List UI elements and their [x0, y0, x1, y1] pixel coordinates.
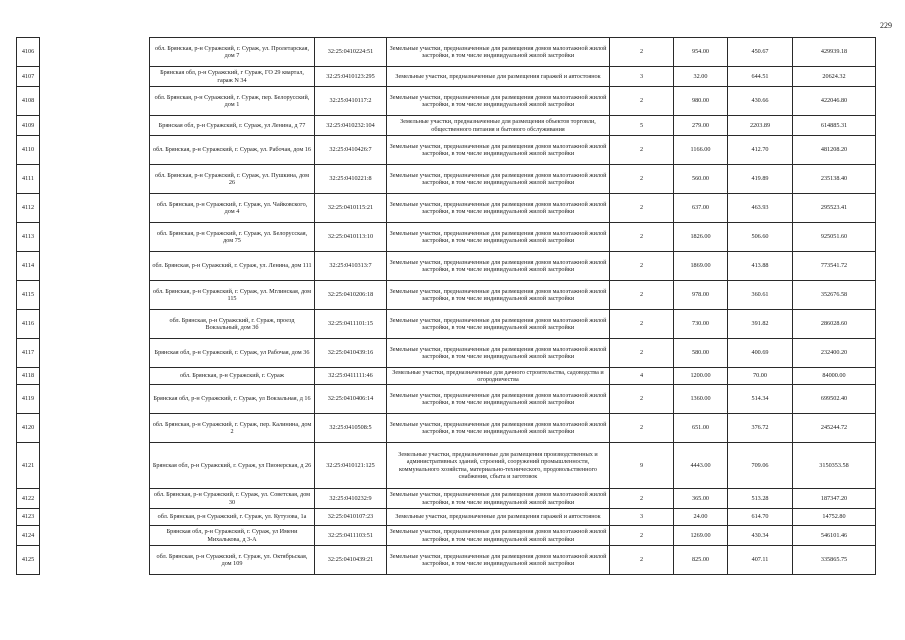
land-use-type: Земельные участки, предназначенные для размещения домов малоэтажной жилой застройки, в том числе индивидуальной жилой застройки — [387, 38, 610, 67]
cadastral-number: 32:25:0410232:104 — [315, 116, 387, 136]
table-row — [17, 194, 876, 223]
area-value: 560.00 — [674, 165, 728, 194]
specific-value: 413.88 — [728, 252, 793, 281]
cadastral-number: 32:25:0411111:46 — [315, 368, 387, 385]
spacer-cell — [40, 414, 150, 443]
land-use-type: Земельные участки, предназначенные для размещения домов малоэтажной жилой застройки, в том числе индивидуальной жилой застройки — [387, 546, 610, 575]
row-number: 4112 — [17, 194, 40, 223]
row-number: 4119 — [17, 385, 40, 414]
specific-value: 709.06 — [728, 443, 793, 489]
address-cell: обл. Брянская, р-н Суражский, г. Сураж, ул. Ленина, дом 111 — [150, 252, 315, 281]
cadastral-number: 32:25:0410439:16 — [315, 339, 387, 368]
row-number: 4117 — [17, 339, 40, 368]
cadastral-number: 32:25:0410113:10 — [315, 223, 387, 252]
group-code: 2 — [610, 414, 674, 443]
specific-value: 513.28 — [728, 489, 793, 509]
row-number: 4122 — [17, 489, 40, 509]
table-row — [17, 281, 876, 310]
spacer-cell — [40, 116, 150, 136]
group-code: 2 — [610, 38, 674, 67]
specific-value: 400.69 — [728, 339, 793, 368]
row-number: 4111 — [17, 165, 40, 194]
table-row — [17, 385, 876, 414]
spacer-cell — [40, 281, 150, 310]
specific-value: 391.82 — [728, 310, 793, 339]
address-cell: обл. Брянская, р-н Суражский, г. Сураж — [150, 368, 315, 385]
table-row — [17, 38, 876, 67]
cadastral-cost: 3150353.58 — [793, 443, 876, 489]
area-value: 1826.00 — [674, 223, 728, 252]
land-use-type: Земельные участки, предназначенные для размещения домов малоэтажной жилой застройки, в том числе индивидуальной жилой застройки — [387, 252, 610, 281]
specific-value: 463.93 — [728, 194, 793, 223]
cadastral-cost: 245244.72 — [793, 414, 876, 443]
land-use-type: Земельные участки, предназначенные для размещения домов малоэтажной жилой застройки, в том числе индивидуальной жилой застройки — [387, 223, 610, 252]
cadastral-number: 32:25:0410406:14 — [315, 385, 387, 414]
table-row — [17, 136, 876, 165]
address-cell: обл. Брянская, р-н Суражский, г. Сураж, ул. Октябрьская, дом 109 — [150, 546, 315, 575]
row-number: 4120 — [17, 414, 40, 443]
spacer-cell — [40, 87, 150, 116]
group-code: 2 — [610, 252, 674, 281]
table-row — [17, 165, 876, 194]
address-cell: Брянская обл, р-н Суражский, г. Сураж, ул Рабочая, дом 36 — [150, 339, 315, 368]
area-value: 730.00 — [674, 310, 728, 339]
specific-value: 614.70 — [728, 509, 793, 526]
spacer-cell — [40, 194, 150, 223]
cadastral-cost: 84000.00 — [793, 368, 876, 385]
group-code: 4 — [610, 368, 674, 385]
area-value: 580.00 — [674, 339, 728, 368]
address-cell: Брянская обл, р-н Суражский, г. Сураж, ул Вокзальная, д 16 — [150, 385, 315, 414]
row-number: 4107 — [17, 67, 40, 87]
land-plots-table — [16, 37, 876, 575]
specific-value: 430.34 — [728, 526, 793, 546]
cadastral-number: 32:25:0411101:15 — [315, 310, 387, 339]
table-row — [17, 489, 876, 509]
cadastral-number: 32:25:0410206:18 — [315, 281, 387, 310]
area-value: 4443.00 — [674, 443, 728, 489]
specific-value: 2203.89 — [728, 116, 793, 136]
group-code: 5 — [610, 116, 674, 136]
cadastral-cost: 925051.60 — [793, 223, 876, 252]
area-value: 1360.00 — [674, 385, 728, 414]
spacer-cell — [40, 38, 150, 67]
group-code: 2 — [610, 526, 674, 546]
land-use-type: Земельные участки, предназначенные для размещения домов малоэтажной жилой застройки, в том числе индивидуальной жилой застройки — [387, 165, 610, 194]
area-value: 1200.00 — [674, 368, 728, 385]
specific-value: 360.61 — [728, 281, 793, 310]
address-cell: обл. Брянская, р-н Суражский, г. Сураж, ул. Мглинская, дом 115 — [150, 281, 315, 310]
page-number: 229 — [880, 21, 892, 30]
cadastral-cost: 235138.40 — [793, 165, 876, 194]
row-number: 4114 — [17, 252, 40, 281]
spacer-cell — [40, 252, 150, 281]
address-cell: обл. Брянская, р-н Суражский, г. Сураж, пер. Белорусский, дом 1 — [150, 87, 315, 116]
cadastral-cost: 295523.41 — [793, 194, 876, 223]
table-row — [17, 310, 876, 339]
group-code: 2 — [610, 310, 674, 339]
table-row — [17, 87, 876, 116]
land-use-type: Земельные участки, предназначенные для размещения домов малоэтажной жилой застройки, в том числе индивидуальной жилой застройки — [387, 414, 610, 443]
specific-value: 506.60 — [728, 223, 793, 252]
specific-value: 430.66 — [728, 87, 793, 116]
table-row — [17, 67, 876, 87]
cadastral-number: 32:25:0410221:8 — [315, 165, 387, 194]
group-code: 2 — [610, 165, 674, 194]
address-cell: обл. Брянская, р-н Суражский, г. Сураж, ул. Пушкина, дом 26 — [150, 165, 315, 194]
table-row — [17, 116, 876, 136]
row-number: 4109 — [17, 116, 40, 136]
area-value: 279.00 — [674, 116, 728, 136]
group-code: 2 — [610, 136, 674, 165]
land-use-type: Земельные участки, предназначенные для размещения домов малоэтажной жилой застройки, в том числе индивидуальной жилой застройки — [387, 136, 610, 165]
spacer-cell — [40, 165, 150, 194]
address-cell: Брянская обл, р-н Суражский, г. Сураж, ул Пионерская, д 26 — [150, 443, 315, 489]
cadastral-number: 32:25:0410232:9 — [315, 489, 387, 509]
land-use-type: Земельные участки, предназначенные для размещения производственных и административных зданий, строений, сооружений промышленности, коммунального хозяйства, материально-технического, продовольственного снабжения, сбыта и заготовок — [387, 443, 610, 489]
spacer-cell — [40, 368, 150, 385]
address-cell: обл. Брянская, р-н Суражский, г. Сураж, пер. Калинина, дом 2 — [150, 414, 315, 443]
area-value: 954.00 — [674, 38, 728, 67]
row-number: 4121 — [17, 443, 40, 489]
row-number: 4106 — [17, 38, 40, 67]
address-cell: Брянская обл, р-н Суражский, г. Сураж, ул Ленина, д 77 — [150, 116, 315, 136]
table-row — [17, 252, 876, 281]
cadastral-number: 32:25:0410439:21 — [315, 546, 387, 575]
area-value: 1869.00 — [674, 252, 728, 281]
area-value: 32.00 — [674, 67, 728, 87]
row-number: 4116 — [17, 310, 40, 339]
area-value: 651.00 — [674, 414, 728, 443]
cadastral-number: 32:25:0410117:2 — [315, 87, 387, 116]
group-code: 3 — [610, 67, 674, 87]
specific-value: 70.00 — [728, 368, 793, 385]
specific-value: 412.70 — [728, 136, 793, 165]
row-number: 4123 — [17, 509, 40, 526]
address-cell: обл. Брянская, р-н Суражский, г. Сураж, ул. Белорусская, дом 75 — [150, 223, 315, 252]
land-use-type: Земельные участки, предназначенные для размещения гаражей и автостоянок — [387, 509, 610, 526]
row-number: 4108 — [17, 87, 40, 116]
group-code: 2 — [610, 339, 674, 368]
land-use-type: Земельные участки, предназначенные для размещения домов малоэтажной жилой застройки, в том числе индивидуальной жилой застройки — [387, 489, 610, 509]
address-cell: Брянская обл, р-н Суражский, г. Сураж, ул Имени Михалькова, д 3-А — [150, 526, 315, 546]
cadastral-cost: 352676.58 — [793, 281, 876, 310]
address-cell: обл. Брянская, р-н Суражский, г. Сураж, ул. Пролетарская, дом 7 — [150, 38, 315, 67]
cadastral-number: 32:25:0410115:21 — [315, 194, 387, 223]
row-number: 4115 — [17, 281, 40, 310]
cadastral-number: 32:25:0410121:125 — [315, 443, 387, 489]
area-value: 365.00 — [674, 489, 728, 509]
table-row — [17, 368, 876, 385]
group-code: 3 — [610, 509, 674, 526]
group-code: 9 — [610, 443, 674, 489]
address-cell: обл. Брянская, р-н Суражский, г. Сураж, ул. Советская, дом 30 — [150, 489, 315, 509]
spacer-cell — [40, 310, 150, 339]
area-value: 980.00 — [674, 87, 728, 116]
table-row — [17, 443, 876, 489]
address-cell: обл. Брянская, р-н Суражский, г. Сураж, ул. Чайковского, дом 4 — [150, 194, 315, 223]
area-value: 825.00 — [674, 546, 728, 575]
cadastral-number: 32:25:0411103:51 — [315, 526, 387, 546]
table-row — [17, 223, 876, 252]
group-code: 2 — [610, 546, 674, 575]
table-row — [17, 339, 876, 368]
land-use-type: Земельные участки, предназначенные для размещения гаражей и автостоянок — [387, 67, 610, 87]
cadastral-cost: 232400.20 — [793, 339, 876, 368]
land-use-type: Земельные участки, предназначенные для размещения домов малоэтажной жилой застройки, в том числе индивидуальной жилой застройки — [387, 310, 610, 339]
group-code: 2 — [610, 194, 674, 223]
spacer-cell — [40, 385, 150, 414]
cadastral-cost: 335865.75 — [793, 546, 876, 575]
row-number: 4125 — [17, 546, 40, 575]
land-use-type: Земельные участки, предназначенные для размещения домов малоэтажной жилой застройки, в том числе индивидуальной жилой застройки — [387, 526, 610, 546]
spacer-cell — [40, 489, 150, 509]
spacer-cell — [40, 339, 150, 368]
spacer-cell — [40, 67, 150, 87]
cadastral-cost: 481208.20 — [793, 136, 876, 165]
cadastral-cost: 422046.80 — [793, 87, 876, 116]
group-code: 2 — [610, 385, 674, 414]
specific-value: 376.72 — [728, 414, 793, 443]
group-code: 2 — [610, 223, 674, 252]
cadastral-number: 32:25:0410107:23 — [315, 509, 387, 526]
table-row — [17, 526, 876, 546]
area-value: 637.00 — [674, 194, 728, 223]
table-row — [17, 509, 876, 526]
cadastral-cost: 614885.31 — [793, 116, 876, 136]
cadastral-cost: 546101.46 — [793, 526, 876, 546]
area-value: 1166.00 — [674, 136, 728, 165]
land-use-type: Земельные участки, предназначенные для размещения домов малоэтажной жилой застройки, в том числе индивидуальной жилой застройки — [387, 87, 610, 116]
address-cell: обл. Брянская, р-н Суражский, г. Сураж, ул. Рабочая, дом 16 — [150, 136, 315, 165]
group-code: 2 — [610, 281, 674, 310]
land-use-type: Земельные участки, предназначенные для размещения объектов торговли, общественного питания и бытового обслуживания — [387, 116, 610, 136]
table-row — [17, 546, 876, 575]
cadastral-number: 32:25:0410123:295 — [315, 67, 387, 87]
land-use-type: Земельные участки, предназначенные для размещения домов малоэтажной жилой застройки, в том числе индивидуальной жилой застройки — [387, 281, 610, 310]
cadastral-number: 32:25:0410224:51 — [315, 38, 387, 67]
address-cell: обл. Брянская, р-н Суражский, г. Сураж, ул. Кутузова, 1а — [150, 509, 315, 526]
specific-value: 407.11 — [728, 546, 793, 575]
spacer-cell — [40, 526, 150, 546]
address-cell: Брянская обл, р-н Суражский, г Сураж, ГО 29 квартал, гараж N 34 — [150, 67, 315, 87]
cadastral-cost: 699502.40 — [793, 385, 876, 414]
land-use-type: Земельные участки, предназначенные для размещения домов малоэтажной жилой застройки, в том числе индивидуальной жилой застройки — [387, 194, 610, 223]
row-number: 4118 — [17, 368, 40, 385]
group-code: 2 — [610, 489, 674, 509]
cadastral-cost: 14752.80 — [793, 509, 876, 526]
spacer-cell — [40, 443, 150, 489]
cadastral-cost: 20624.32 — [793, 67, 876, 87]
row-number: 4110 — [17, 136, 40, 165]
address-cell: обл. Брянская, р-н Суражский, г. Сураж, проезд Вокзальный, дом 3б — [150, 310, 315, 339]
specific-value: 644.51 — [728, 67, 793, 87]
cadastral-cost: 773541.72 — [793, 252, 876, 281]
specific-value: 450.67 — [728, 38, 793, 67]
specific-value: 419.89 — [728, 165, 793, 194]
cadastral-cost: 187347.20 — [793, 489, 876, 509]
area-value: 1269.00 — [674, 526, 728, 546]
cadastral-number: 32:25:0410508:5 — [315, 414, 387, 443]
spacer-cell — [40, 509, 150, 526]
row-number: 4124 — [17, 526, 40, 546]
land-use-type: Земельные участки, предназначенные для размещения домов малоэтажной жилой застройки, в том числе индивидуальной жилой застройки — [387, 339, 610, 368]
group-code: 2 — [610, 87, 674, 116]
row-number: 4113 — [17, 223, 40, 252]
spacer-cell — [40, 546, 150, 575]
cadastral-number: 32:25:0410426:7 — [315, 136, 387, 165]
area-value: 978.00 — [674, 281, 728, 310]
cadastral-cost: 429939.18 — [793, 38, 876, 67]
area-value: 24.00 — [674, 509, 728, 526]
spacer-cell — [40, 223, 150, 252]
specific-value: 514.34 — [728, 385, 793, 414]
table-row — [17, 414, 876, 443]
land-use-type: Земельные участки, предназначенные для дачного строительства, садоводства и огородничества — [387, 368, 610, 385]
land-use-type: Земельные участки, предназначенные для размещения домов малоэтажной жилой застройки, в том числе индивидуальной жилой застройки — [387, 385, 610, 414]
cadastral-cost: 286028.60 — [793, 310, 876, 339]
spacer-cell — [40, 136, 150, 165]
cadastral-number: 32:25:0410313:7 — [315, 252, 387, 281]
